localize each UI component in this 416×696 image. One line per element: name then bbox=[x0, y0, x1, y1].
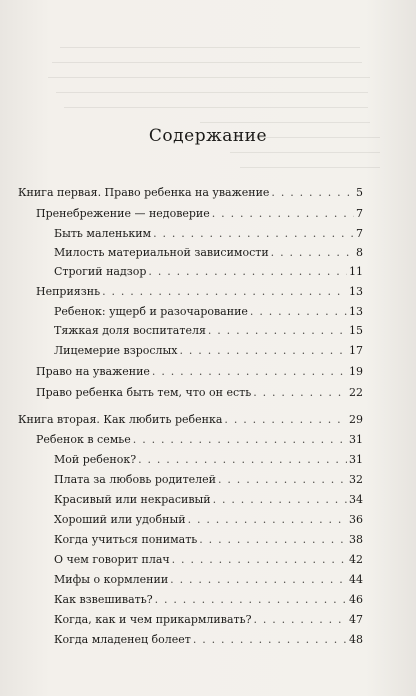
toc-entry-page: 11 bbox=[349, 265, 363, 278]
toc-entry-page: 7 bbox=[356, 227, 363, 240]
toc-entry-page: 19 bbox=[349, 365, 363, 378]
toc-entry bbox=[54, 227, 363, 241]
toc-entry-label: Ребенок в семье bbox=[36, 433, 131, 446]
toc-entry-label: Как взвешивать? bbox=[54, 593, 153, 606]
toc-entry-label: Пренебрежение — недоверие bbox=[36, 207, 210, 220]
toc-entry-label: Книга первая. Право ребенка на уважение bbox=[18, 186, 270, 199]
toc-entry-label: Право ребенка быть тем, что он есть bbox=[36, 386, 252, 399]
toc-entry bbox=[54, 344, 363, 358]
dot-leader bbox=[172, 553, 347, 567]
dot-leader bbox=[253, 386, 347, 400]
toc-entry-label: Тяжкая доля воспитателя bbox=[54, 324, 206, 337]
dot-leader bbox=[152, 365, 347, 379]
dot-leader bbox=[212, 207, 354, 221]
toc-entry-page: 13 bbox=[349, 305, 363, 318]
toc-entry bbox=[54, 553, 363, 567]
toc-entry-label: Книга вторая. Как любить ребенка bbox=[18, 413, 223, 426]
toc-entry bbox=[36, 207, 363, 221]
toc-entry bbox=[54, 305, 363, 319]
toc-entry-page: 46 bbox=[349, 593, 363, 606]
dot-leader bbox=[133, 433, 347, 447]
dot-leader bbox=[199, 533, 347, 547]
toc-entry-page: 15 bbox=[349, 324, 363, 337]
toc-entry-page: 13 bbox=[349, 285, 363, 298]
toc-entry bbox=[54, 613, 363, 627]
toc-entry-page: 17 bbox=[349, 344, 363, 357]
toc-entry-page: 42 bbox=[349, 553, 363, 566]
toc-entry-label: Мифы о кормлении bbox=[54, 573, 169, 586]
toc-entry-label: Строгий надзор bbox=[54, 265, 147, 278]
toc-entry-label: О чем говорит плач bbox=[54, 553, 170, 566]
toc-entry-label: Красивый или некрасивый bbox=[54, 493, 211, 506]
dot-leader bbox=[208, 324, 347, 338]
dot-leader bbox=[253, 613, 347, 627]
toc-entry-label: Ребенок: ущерб и разочарование bbox=[54, 305, 248, 318]
toc-entry bbox=[54, 493, 363, 507]
toc-entry-page: 31 bbox=[349, 453, 363, 466]
toc-entry-label: Мой ребенок? bbox=[54, 453, 137, 466]
toc-entry-page: 47 bbox=[349, 613, 363, 626]
toc-entry-page: 36 bbox=[349, 513, 363, 526]
toc-entry-label: Милость материальной зависимости bbox=[54, 246, 269, 259]
dot-leader bbox=[102, 285, 347, 299]
toc-entry bbox=[54, 473, 363, 487]
dot-leader bbox=[193, 633, 347, 647]
toc-entry-label: Когда учиться понимать bbox=[54, 533, 198, 546]
toc-entry bbox=[54, 324, 363, 338]
toc-entry-page: 31 bbox=[349, 433, 363, 446]
dot-leader bbox=[188, 513, 347, 527]
toc-entry bbox=[36, 365, 363, 379]
toc-entry bbox=[36, 285, 363, 299]
page-title: Содержание bbox=[148, 126, 268, 146]
toc-entry-label: Неприязнь bbox=[36, 285, 101, 298]
dot-leader bbox=[271, 186, 354, 200]
dot-leader bbox=[213, 493, 347, 507]
toc-entry-page: 44 bbox=[349, 573, 363, 586]
toc-entry-page: 38 bbox=[349, 533, 363, 546]
dot-leader bbox=[170, 573, 347, 587]
toc-entry bbox=[54, 246, 363, 260]
dot-leader bbox=[138, 453, 347, 467]
dot-leader bbox=[148, 265, 347, 279]
toc-entry bbox=[54, 633, 363, 647]
toc-entry-page: 22 bbox=[349, 386, 363, 399]
toc-entry-page: 48 bbox=[349, 633, 363, 646]
toc-entry bbox=[54, 513, 363, 527]
toc-entry-page: 8 bbox=[356, 246, 363, 259]
dot-leader bbox=[153, 227, 354, 241]
toc-entry-page: 29 bbox=[349, 413, 363, 426]
toc-entry bbox=[54, 573, 363, 587]
toc-book-two-title bbox=[18, 413, 363, 427]
toc-entry-label: Когда, как и чем прикармливать? bbox=[54, 613, 252, 626]
toc-entry-label: Плата за любовь родителей bbox=[54, 473, 217, 486]
toc-entry-page: 5 bbox=[356, 186, 363, 199]
toc-entry bbox=[54, 453, 363, 467]
dot-leader bbox=[271, 246, 354, 260]
toc-entry-label: Право на уважение bbox=[36, 365, 150, 378]
toc-entry-label: Лицемерие взрослых bbox=[54, 344, 178, 357]
dot-leader bbox=[250, 305, 347, 319]
toc-book-one-title bbox=[18, 186, 363, 200]
toc-entry-page: 7 bbox=[356, 207, 363, 220]
toc-entry bbox=[54, 533, 363, 547]
toc-entry bbox=[54, 265, 363, 279]
toc-entry bbox=[54, 593, 363, 607]
toc-entry-page: 32 bbox=[349, 473, 363, 486]
dot-leader bbox=[180, 344, 347, 358]
dot-leader bbox=[155, 593, 347, 607]
toc-entry-page: 34 bbox=[349, 493, 363, 506]
dot-leader bbox=[218, 473, 347, 487]
toc-entry-label: Хороший или удобный bbox=[54, 513, 186, 526]
toc-entry bbox=[36, 386, 363, 400]
toc-entry-label: Быть маленьким bbox=[54, 227, 152, 240]
toc-entry bbox=[36, 433, 363, 447]
toc-entry-label: Когда младенец болеет bbox=[54, 633, 191, 646]
dot-leader bbox=[224, 413, 347, 427]
